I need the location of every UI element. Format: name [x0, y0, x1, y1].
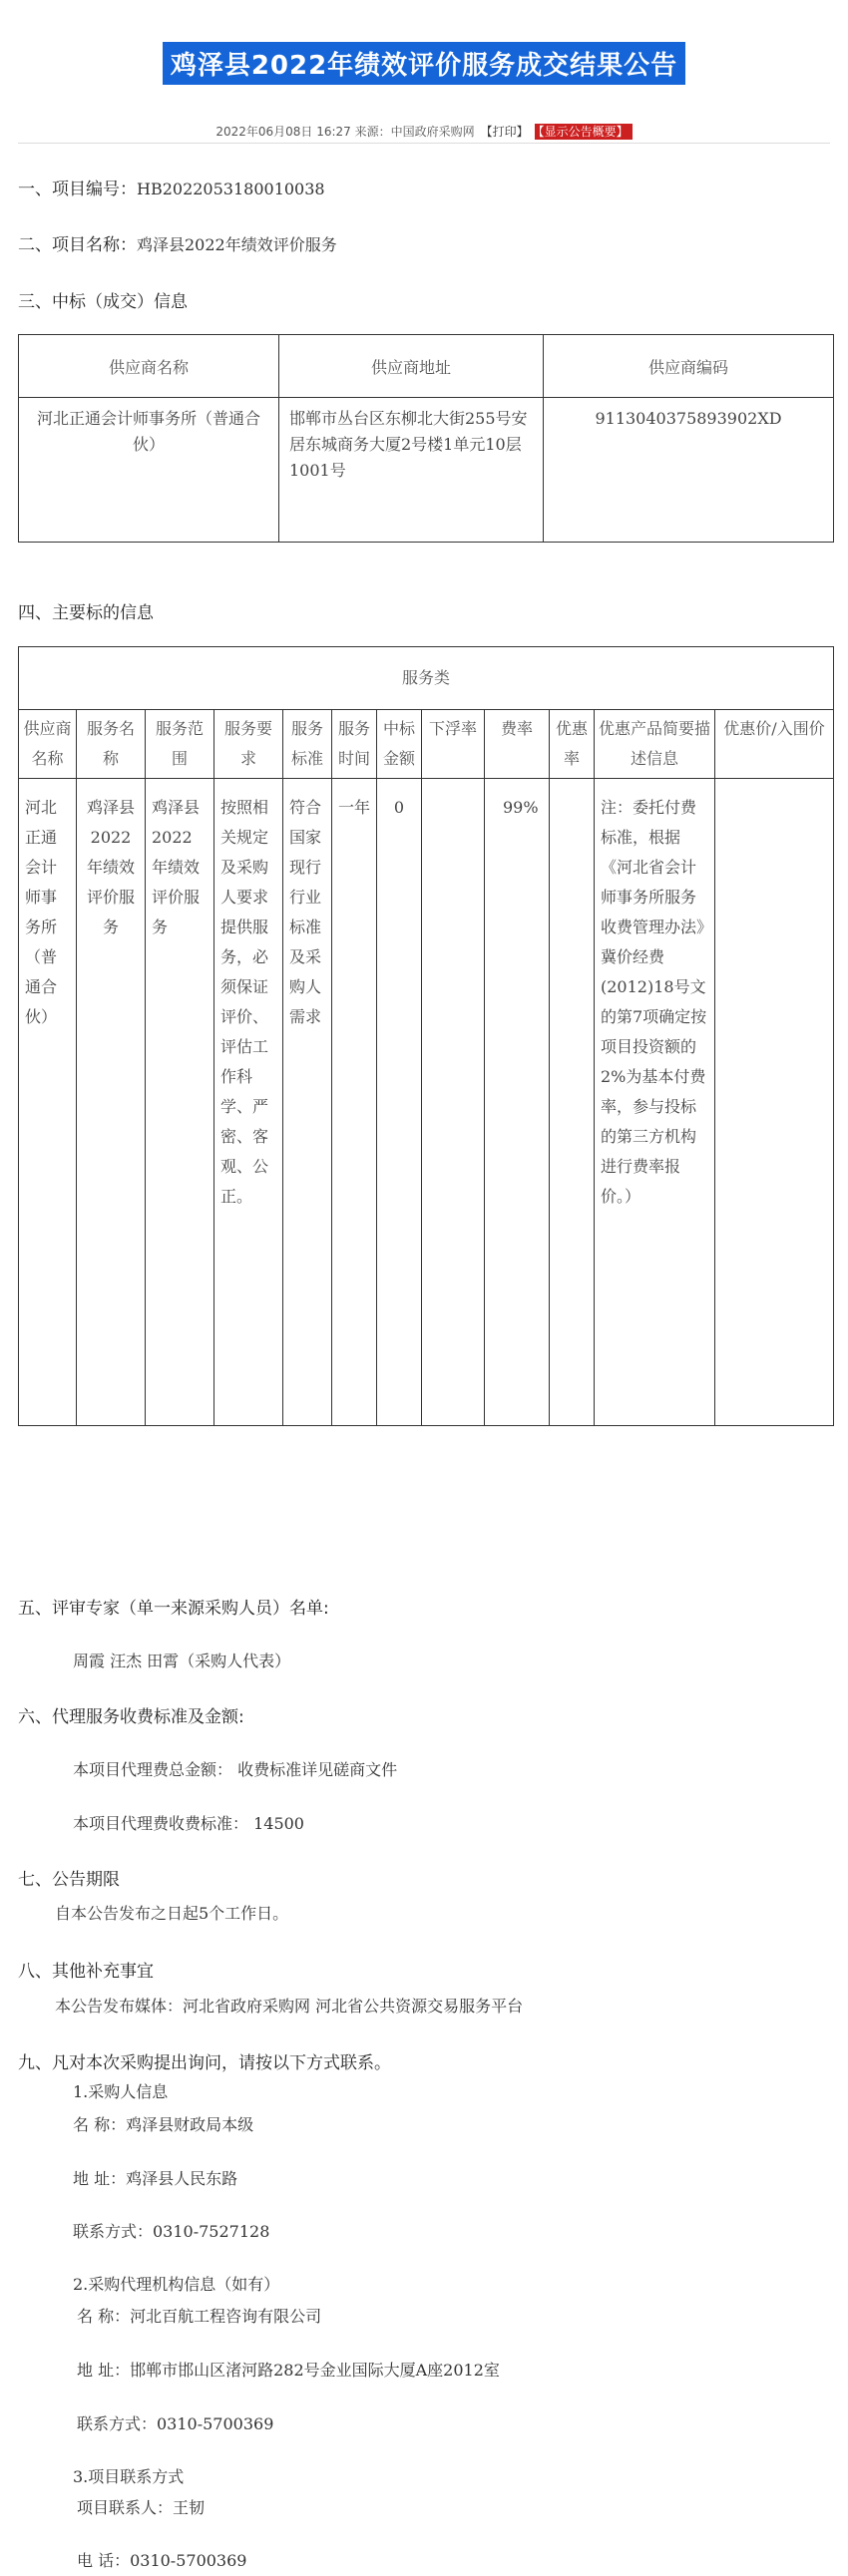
title-area — [0, 0, 848, 85]
project-contact-phone: 电 话：0310-5700369 — [77, 2551, 247, 2570]
other-matters-text: 本公告发布媒体：河北省政府采购网 河北省公共资源交易服务平台 — [55, 1997, 524, 2016]
table-row — [19, 398, 834, 543]
cell-supplier: 河北正通会计师事务所（普通合伙） — [19, 779, 77, 1426]
supplier-header-code: 供应商编码 — [544, 335, 834, 398]
col-discount-rate: 下浮率 — [422, 710, 485, 779]
cell-award-amount: 0 — [377, 779, 422, 1426]
notice-period-heading: 七、公告期限 — [18, 1870, 120, 1890]
col-service-name: 服务名称 — [77, 710, 146, 779]
notice-period-text: 自本公告发布之日起5个工作日。 — [55, 1904, 289, 1923]
meta-info: 2022年06月08日 16:27 来源：中国政府采购网 — [215, 125, 475, 139]
cell-service-scope: 鸡泽县2022年绩效评价服务 — [146, 779, 214, 1426]
col-service-time: 服务时间 — [332, 710, 377, 779]
project-contact-person: 项目联系人：王韧 — [77, 2498, 206, 2517]
contact-heading: 九、凡对本次采购提出询问，请按以下方式联系。 — [18, 2053, 391, 2073]
agency-name: 名 称：河北百航工程咨询有限公司 — [77, 2307, 322, 2326]
project-name-label: 二、项目名称： — [18, 235, 137, 255]
meta-line — [0, 123, 848, 140]
col-service-std: 服务标准 — [283, 710, 332, 779]
agency-address: 地 址：邯郸市邯山区渚河路282号金业国际大厦A座2012室 — [77, 2361, 500, 2380]
cell-fee-rate: 99% — [485, 779, 550, 1426]
table-row — [19, 779, 834, 1426]
agency-fee-total: 本项目代理费总金额： 收费标准详见磋商文件 — [73, 1760, 398, 1779]
col-fee-rate: 费率 — [485, 710, 550, 779]
cell-service-req: 按照相关规定及采购人要求提供服务，必须保证评价、评估工作科学、严密、客观、公正。 — [214, 779, 283, 1426]
supplier-name: 河北正通会计师事务所（普通合伙） — [19, 398, 279, 543]
agency-info-label: 2.采购代理机构信息（如有） — [73, 2275, 280, 2294]
supplier-code: 9113040375893902XD — [544, 398, 834, 543]
col-preferential-desc: 优惠产品简要描述信息 — [595, 710, 715, 779]
cell-preferential-desc: 注：委托付费标准，根据《河北省会计师事务所服务收费管理办法》冀价经费(2012)18号文的第7项确定按项目投资额的2%为基本付费率，参与投标的第三方机构进行费率报价。） — [595, 779, 715, 1426]
project-contact-label: 3.项目联系方式 — [73, 2467, 185, 2486]
other-matters-heading: 八、其他补充事宜 — [18, 1962, 154, 1982]
main-items-table — [18, 646, 834, 1426]
cell-service-name: 鸡泽县2022年绩效评价服务 — [77, 779, 146, 1426]
cell-service-time: 一年 — [332, 779, 377, 1426]
show-summary-button[interactable]: 【显示公告概要】 — [535, 124, 633, 140]
project-number — [18, 175, 325, 199]
agency-fee-standard: 本项目代理费收费标准： 14500 — [73, 1814, 304, 1833]
print-link[interactable]: 【打印】 — [480, 125, 529, 139]
supplier-table — [18, 334, 834, 543]
supplier-address: 邯郸市丛台区东柳北大街255号安居东城商务大厦2号楼1单元10层1001号 — [279, 398, 544, 543]
col-preferential-price: 优惠价/入围价 — [715, 710, 834, 779]
project-name-value: 鸡泽县2022年绩效评价服务 — [137, 235, 337, 254]
project-number-value: HB2022053180010038 — [137, 180, 325, 198]
supplier-header-name: 供应商名称 — [19, 335, 279, 398]
agency-fee-heading: 六、代理服务收费标准及金额: — [18, 1707, 244, 1727]
award-info-heading: 三、中标（成交）信息 — [18, 292, 188, 312]
col-award-amount: 中标金额 — [377, 710, 422, 779]
project-name — [18, 230, 337, 255]
col-service-req: 服务要求 — [214, 710, 283, 779]
col-supplier: 供应商名称 — [19, 710, 77, 779]
col-service-scope: 服务范围 — [146, 710, 214, 779]
cell-discount-rate — [422, 779, 485, 1426]
supplier-header-address: 供应商地址 — [279, 335, 544, 398]
review-experts-heading: 五、评审专家（单一来源采购人员）名单: — [18, 1599, 329, 1619]
purchaser-info-label: 1.采购人信息 — [73, 2082, 169, 2101]
purchaser-name: 名 称：鸡泽县财政局本级 — [73, 2115, 254, 2134]
cell-service-std: 符合国家现行行业标准及采购人需求 — [283, 779, 332, 1426]
divider — [18, 143, 830, 144]
main-items-heading: 四、主要标的信息 — [18, 603, 154, 623]
page-title: 鸡泽县2022年绩效评价服务成交结果公告 — [163, 42, 685, 85]
cell-preferential-price — [715, 779, 834, 1426]
purchaser-phone: 联系方式：0310-7527128 — [73, 2222, 270, 2241]
purchaser-address: 地 址：鸡泽县人民东路 — [73, 2169, 238, 2188]
col-preferential-rate: 优惠率 — [550, 710, 595, 779]
review-experts-names: 周霞 汪杰 田霄（采购人代表） — [73, 1652, 291, 1670]
cell-preferential-rate — [550, 779, 595, 1426]
service-category-header: 服务类 — [19, 647, 834, 710]
agency-phone: 联系方式：0310-5700369 — [77, 2414, 274, 2433]
project-number-label: 一、项目编号： — [18, 180, 137, 199]
